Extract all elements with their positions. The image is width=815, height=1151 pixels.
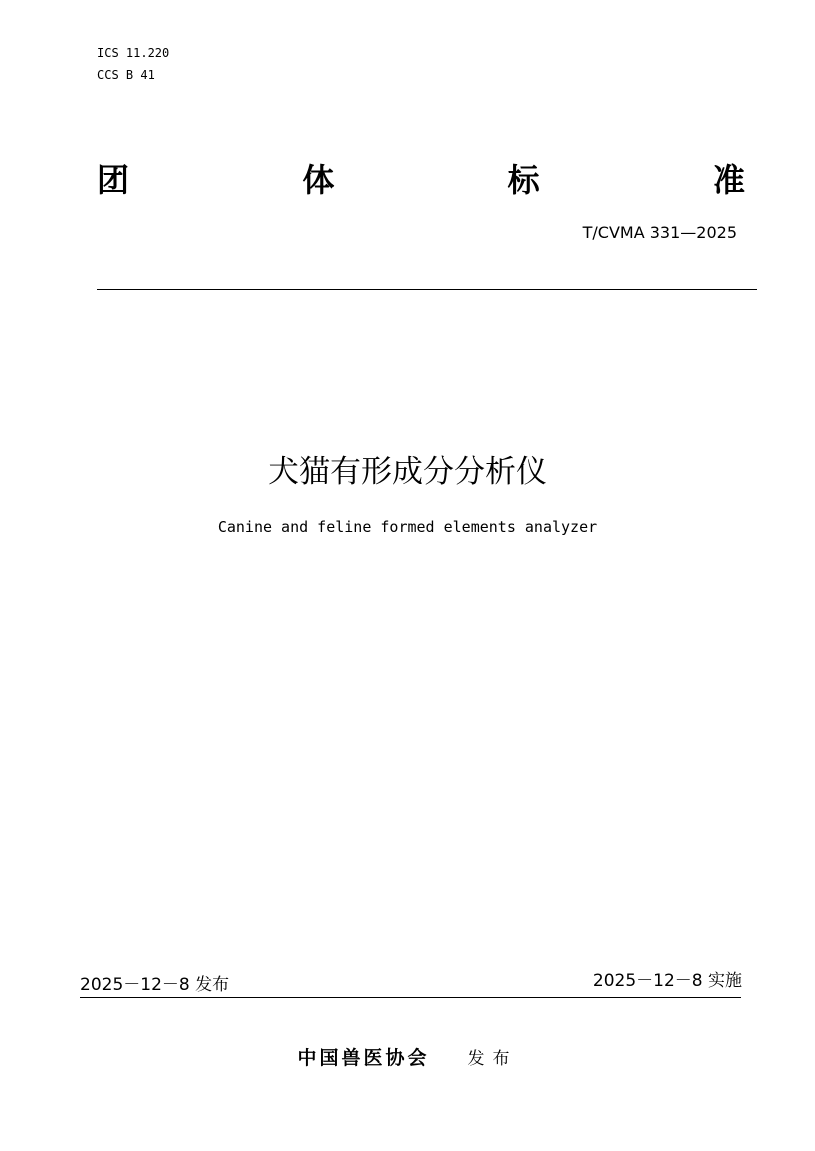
implementation-date: 2025－12－8 实施 bbox=[592, 971, 742, 991]
publisher-name: 中国兽医协会 bbox=[297, 1047, 430, 1069]
standard-number: T/CVMA 331—2025 bbox=[582, 223, 737, 242]
standard-type-heading bbox=[97, 160, 745, 200]
document-title-chinese: 犬猫有形成分分析仪 bbox=[268, 454, 547, 490]
ccs-code: CCS B 41 bbox=[97, 68, 155, 82]
standard-type-char: 准 bbox=[712, 161, 745, 199]
issuing-organization bbox=[0, 1045, 815, 1072]
header-divider bbox=[97, 289, 757, 290]
standard-type-char: 标 bbox=[507, 161, 540, 199]
publish-label: 发布 bbox=[467, 1049, 518, 1069]
footer-divider bbox=[80, 997, 741, 998]
standard-type-char: 体 bbox=[302, 161, 335, 199]
document-title-english: Canine and feline formed elements analyzer bbox=[217, 518, 598, 536]
classification-codes bbox=[97, 42, 169, 86]
standard-type-char: 团 bbox=[97, 161, 130, 199]
ics-code: ICS 11.220 bbox=[97, 46, 170, 60]
publish-date: 2025－12－8 发布 bbox=[80, 975, 230, 995]
